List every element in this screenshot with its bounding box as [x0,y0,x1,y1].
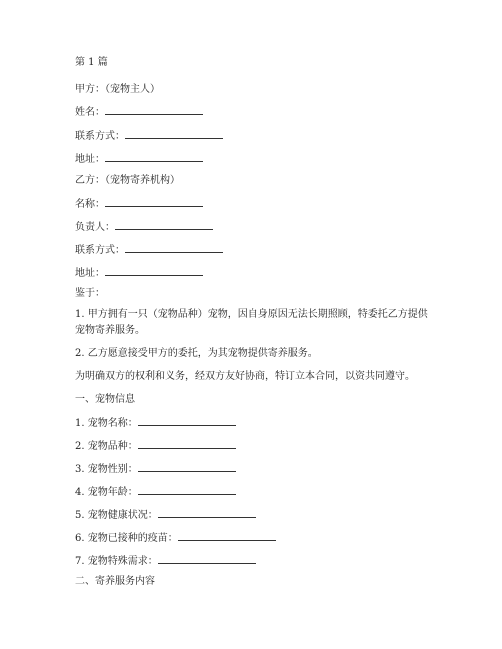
clause-2 [75,347,318,361]
pet-item-label: 4. 宠物年龄： [75,487,138,498]
document-heading [75,56,108,70]
party-b-contact-field [75,242,223,258]
party-a-contact-blank [125,128,223,139]
pet-item-blank [138,438,236,449]
section-2-title [75,575,155,589]
pet-item-label: 2. 宠物品种： [75,441,138,452]
party-b-contact-label: 联系方式： [75,245,125,256]
clause-1 [75,307,435,339]
clause-1-text: 1. 甲方拥有一只（宠物品种）宠物，因自身原因无法长期照顾，特委托乙方提供宠物寄养服务。 [75,309,428,336]
party-a-contact-field [75,128,223,144]
heading-text: 第 1 篇 [75,57,108,68]
party-a-address-blank [105,151,203,162]
pet-item-3 [75,461,236,477]
pet-item-7 [75,553,256,569]
pet-item-blank [138,461,236,472]
party-a-contact-label: 联系方式： [75,131,125,142]
party-a-address-label: 地址： [75,154,105,165]
party-a-name-blank [105,104,203,115]
party-a-address-field [75,151,203,167]
pet-item-4 [75,484,236,500]
party-a-name-label: 姓名： [75,107,105,118]
pet-item-blank [138,415,236,426]
party-a-label [75,83,160,97]
party-b-address-label: 地址： [75,268,105,279]
pet-item-6 [75,530,276,546]
party-b-leader-blank [115,219,213,230]
party-b-address-blank [105,265,203,276]
section-1-title-text: 一、宠物信息 [75,394,135,405]
pet-item-label: 1. 宠物名称： [75,418,138,429]
party-b-label [75,174,180,188]
party-b-text: 乙方：（宠物寄养机构） [75,175,180,186]
clause-2-text: 2. 乙方愿意接受甲方的委托，为其宠物提供寄养服务。 [75,348,318,359]
section-2-title-text: 二、寄养服务内容 [75,576,155,587]
pet-item-blank [178,530,276,541]
party-a-text: 甲方：（宠物主人） [75,84,160,95]
party-b-name-label: 名称： [75,199,105,210]
pet-item-blank [158,507,256,518]
pet-item-2 [75,438,236,454]
pet-item-label: 5. 宠物健康状况： [75,510,158,521]
pet-item-blank [138,484,236,495]
pet-item-1 [75,415,236,431]
section-1-title [75,393,135,407]
party-b-leader-label: 负责人： [75,222,115,233]
purpose-text: 为明确双方的权利和义务，经双方友好协商，特订立本合同，以资共同遵守。 [75,371,415,382]
pet-item-blank [158,553,256,564]
party-b-contact-blank [125,242,223,253]
pet-item-label: 7. 宠物特殊需求： [75,556,158,567]
purpose-paragraph [75,370,415,384]
pet-item-label: 3. 宠物性别： [75,464,138,475]
whereas-text: 鉴于： [75,288,105,299]
pet-item-5 [75,507,256,523]
party-b-name-field [75,196,203,212]
pet-item-label: 6. 宠物已接种的疫苗： [75,533,178,544]
party-a-name-field [75,104,203,120]
whereas-heading [75,287,105,301]
party-b-leader-field [75,219,213,235]
party-b-address-field [75,265,203,281]
party-b-name-blank [105,196,203,207]
